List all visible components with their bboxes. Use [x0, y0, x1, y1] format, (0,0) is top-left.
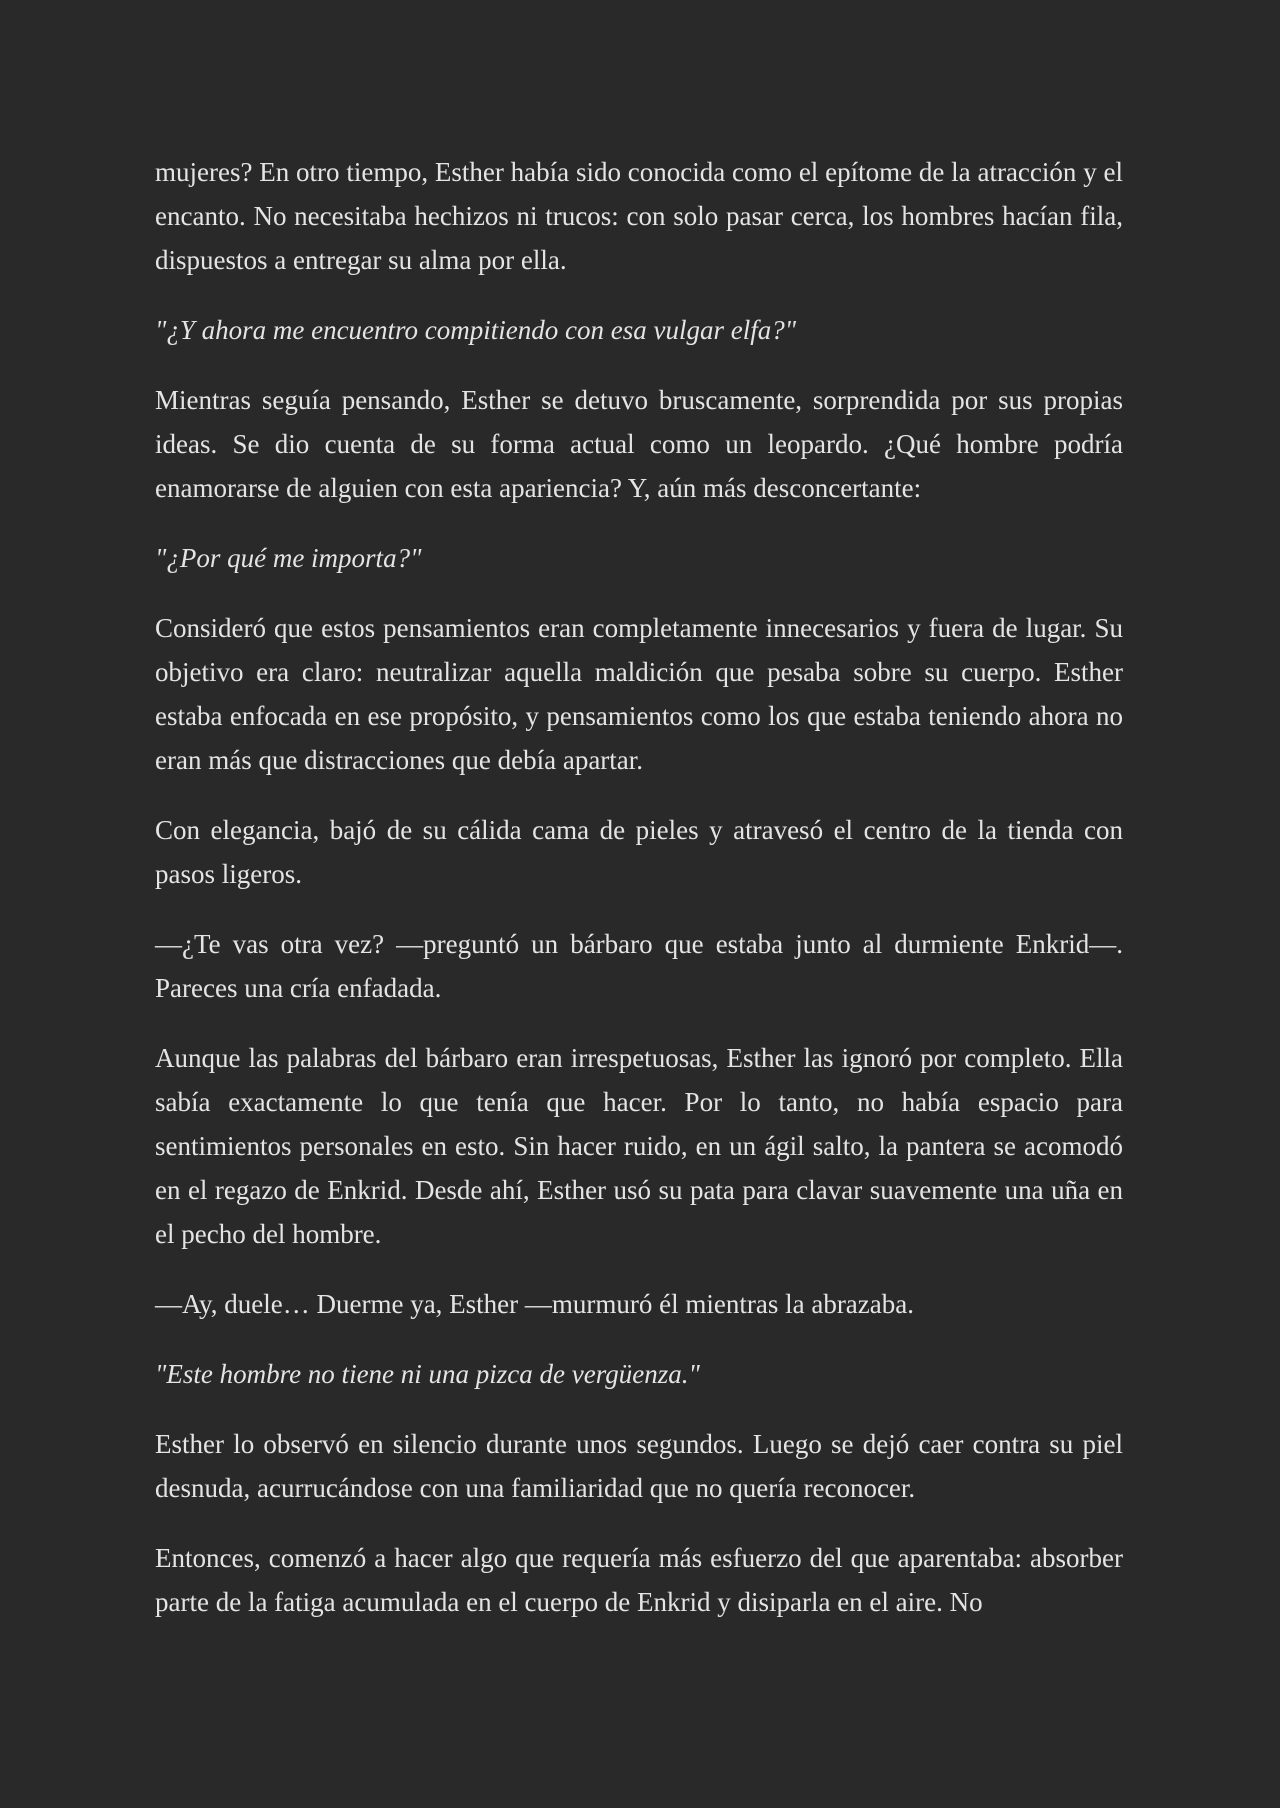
- paragraph-4-thought: "¿Por qué me importa?": [155, 543, 422, 573]
- paragraph-9-dialogue: —Ay, duele… Duerme ya, Esther —murmuró él mientras la abrazaba.: [155, 1289, 914, 1319]
- paragraph-5: Consideró que estos pensamientos eran completamente innecesarios y fuera de lugar. Su objetivo era claro: neutralizar aquella maldición que pesaba sobre su cuerpo. Esther estaba enfocada en ese propósito, y pensamientos como los que estaba teniendo ahora no eran más que distracciones que debía apartar.: [155, 613, 1123, 775]
- chapter-text: [155, 150, 1123, 1650]
- paragraph-1: mujeres? En otro tiempo, Esther había sido conocida como el epítome de la atracción y el encanto. No necesitaba hechizos ni trucos: con solo pasar cerca, los hombres hacían fila, dispuestos a entregar su alma por ella.: [155, 157, 1123, 275]
- paragraph-10-thought: "Este hombre no tiene ni una pizca de vergüenza.": [155, 1359, 700, 1389]
- paragraph-8: Aunque las palabras del bárbaro eran irrespetuosas, Esther las ignoró por completo. Ella sabía exactamente lo que tenía que hacer. Por lo tanto, no había espacio para sentimientos personales en esto. Sin hacer ruido, en un ágil salto, la pantera se acomodó en el regazo de Enkrid. Desde ahí, Esther usó su pata para clavar suavemente una uña en el pecho del hombre.: [155, 1043, 1123, 1249]
- paragraph-7-dialogue: —¿Te vas otra vez? —preguntó un bárbaro que estaba junto al durmiente Enkrid—. Pareces una cría enfadada.: [155, 929, 1123, 1003]
- paragraph-12: Entonces, comenzó a hacer algo que requería más esfuerzo del que aparentaba: absorber parte de la fatiga acumulada en el cuerpo de Enkrid y disiparla en el aire. No: [155, 1543, 1123, 1617]
- paragraph-2-thought: "¿Y ahora me encuentro compitiendo con esa vulgar elfa?": [155, 315, 797, 345]
- paragraph-11: Esther lo observó en silencio durante unos segundos. Luego se dejó caer contra su piel desnuda, acurrucándose con una familiaridad que no quería reconocer.: [155, 1429, 1123, 1503]
- paragraph-3: Mientras seguía pensando, Esther se detuvo bruscamente, sorprendida por sus propias ideas. Se dio cuenta de su forma actual como un leopardo. ¿Qué hombre podría enamorarse de alguien con esta apariencia? Y, aún más desconcertante:: [155, 385, 1123, 503]
- paragraph-6: Con elegancia, bajó de su cálida cama de pieles y atravesó el centro de la tienda con pasos ligeros.: [155, 815, 1123, 889]
